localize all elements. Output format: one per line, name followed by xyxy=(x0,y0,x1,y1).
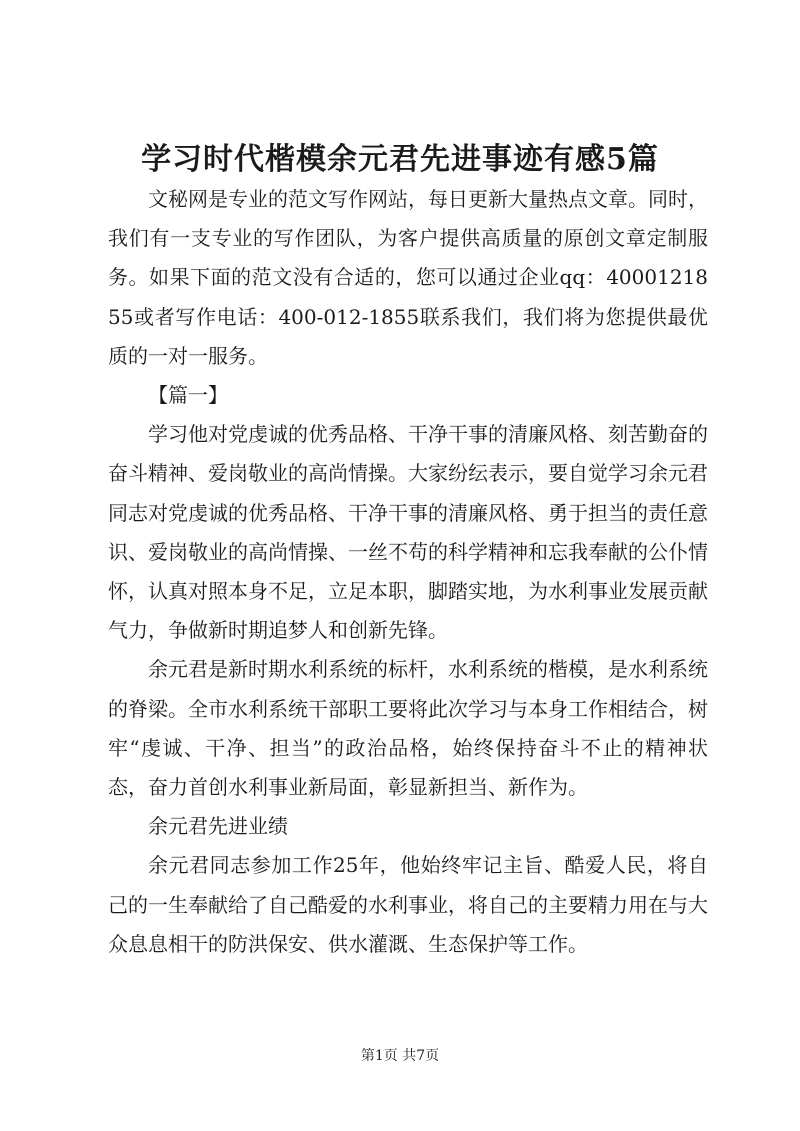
subheading-paragraph: 余元君先进业绩 xyxy=(148,814,288,839)
section-heading: 【篇一】 xyxy=(148,383,228,408)
document-body xyxy=(108,180,708,964)
intro-paragraph: 文秘网是专业的范文写作网站，每日更新大量热点文章。同时，我们有一支专业的写作团队，为客户提供高质量的原创文章定制服务。如果下面的范文没有合适的，您可以通过企业qq：4000121855或者写作电话：400-012-1855联系我们，我们将为您提供最优质的一对一服务。 xyxy=(108,187,708,368)
document-title: 学习时代楷模余元君先进事迹有感5篇 xyxy=(141,142,659,177)
body-paragraph: 学习他对党虔诚的优秀品格、干净干事的清廉风格、刻苦勤奋的奋斗精神、爱岗敬业的高尚情操。大家纷纭表示，要自觉学习余元君同志对党虔诚的优秀品格、干净干事的清廉风格、勇于担当的责任意识、爱岗敬业的高尚情操、一丝不苟的科学精神和忘我奉献的公仆情怀，认真对照本身不足，立足本职，脚踏实地，为水利事业发展贡献气力，争做新时期追梦人和创新先锋。 xyxy=(108,422,708,643)
page-footer: 第1页 共7页 xyxy=(360,1048,440,1064)
body-paragraph: 余元君是新时期水利系统的标杆，水利系统的楷模，是水利系统的脊梁。全市水利系统干部职工要将此次学习与本身工作相结合，树牢“虔诚、干净、担当”的政治品格，始终保持奋斗不止的精神状态，奋力首创水利事业新局面，彰显新担当、新作为。 xyxy=(108,657,708,800)
body-paragraph: 余元君同志参加工作25年，他始终牢记主旨、酷爱人民，将自己的一生奉献给了自己酷爱的水利事业，将自己的主要精力用在与大众息息相干的防洪保安、供水灌溉、生态保护等工作。 xyxy=(108,853,708,956)
